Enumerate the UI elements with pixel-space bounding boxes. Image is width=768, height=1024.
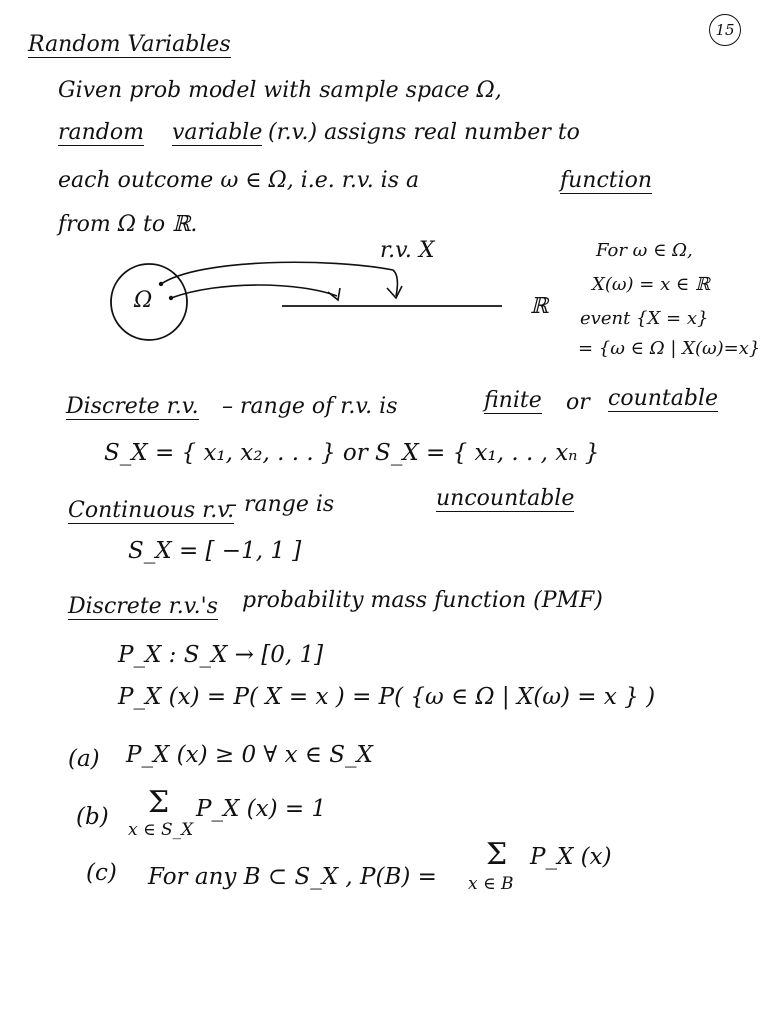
intro-line-3: each outcome ω ∈ Ω, i.e. r.v. is a bbox=[58, 168, 420, 193]
property-b-subscript: x ∈ S_X bbox=[128, 820, 194, 840]
term-function: function bbox=[560, 168, 653, 193]
intro-line-1: Given prob model with sample space Ω, bbox=[58, 78, 502, 103]
term-finite: finite bbox=[484, 388, 542, 413]
sum-symbol-c: Σ bbox=[486, 837, 508, 872]
mapping-label: r.v. X bbox=[380, 238, 435, 263]
page-title: Random Variables bbox=[28, 32, 231, 57]
property-c-end: P_X (x) bbox=[530, 844, 612, 870]
page-number: 15 bbox=[709, 14, 741, 46]
omega-label: Ω bbox=[134, 288, 153, 313]
note-line-4: = {ω ∈ Ω | X(ω)=x} bbox=[578, 338, 761, 359]
term-continuous-rv: Continuous r.v. bbox=[68, 498, 235, 523]
property-a-label: (a) bbox=[68, 746, 100, 772]
continuous-definition: – range is bbox=[226, 492, 335, 517]
discrete-definition: – range of r.v. is bbox=[222, 394, 398, 419]
property-a: P_X (x) ≥ 0 ∀ x ∈ S_X bbox=[126, 742, 373, 768]
real-line-label: ℝ bbox=[530, 294, 549, 319]
property-c-start: For any B ⊂ S_X , P(B) = bbox=[148, 864, 437, 890]
property-c-label: (c) bbox=[86, 860, 117, 886]
intro-line-4: from Ω to ℝ. bbox=[58, 212, 198, 237]
term-uncountable: uncountable bbox=[436, 486, 575, 511]
note-line-2: X(ω) = x ∈ ℝ bbox=[592, 274, 710, 295]
pmf-definition: P_X (x) = P( X = x ) = P( {ω ∈ Ω | X(ω) = x } ) bbox=[118, 684, 656, 710]
term-random: random bbox=[58, 120, 144, 145]
property-c-subscript: x ∈ B bbox=[468, 874, 514, 894]
sum-symbol-b: Σ bbox=[148, 785, 170, 820]
intro-line-2-rest: (r.v.) assigns real number to bbox=[268, 120, 580, 145]
continuous-range-example: S_X = [ −1, 1 ] bbox=[128, 538, 302, 564]
pmf-heading: probability mass function (PMF) bbox=[242, 588, 603, 613]
term-countable: countable bbox=[608, 386, 718, 411]
property-b-label: (b) bbox=[76, 804, 109, 830]
property-b: P_X (x) = 1 bbox=[196, 796, 327, 822]
note-line-3: event {X = x} bbox=[580, 308, 709, 329]
term-variable: variable bbox=[172, 120, 263, 145]
arrow-head-2 bbox=[328, 288, 340, 300]
term-discrete-rv-pmf: Discrete r.v.'s bbox=[68, 594, 218, 619]
arrow-head-1 bbox=[387, 286, 402, 298]
pmf-mapping: P_X : S_X → [0, 1] bbox=[118, 642, 324, 668]
discrete-range-example: S_X = { x₁, x₂, . . . } or S_X = { x₁, . . , xₙ } bbox=[104, 440, 600, 466]
term-discrete-rv: Discrete r.v. bbox=[66, 394, 199, 419]
mapping-arrow-2 bbox=[171, 285, 337, 298]
note-line-1: For ω ∈ Ω, bbox=[596, 240, 693, 261]
word-or: or bbox=[566, 390, 590, 415]
